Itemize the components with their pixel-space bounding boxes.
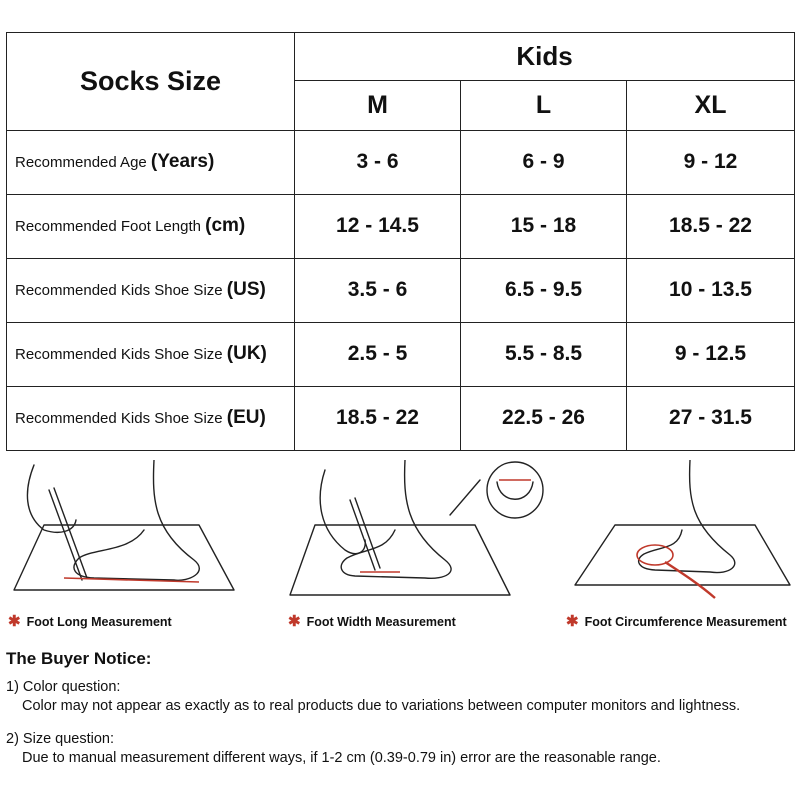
notice-text-color: Color may not appear as exactly as to real products due to variations between computer monitors and lightness. [22, 698, 741, 714]
kids-header: Kids [295, 33, 795, 81]
table-cell: 18.5 - 22 [627, 194, 795, 258]
measuring-mat [290, 525, 510, 595]
caption-text: Foot Width Measurement [306, 615, 456, 629]
star-icon: ✱ [566, 613, 579, 630]
caption-foot-circumference [566, 612, 787, 630]
row-label-text: Recommended Foot Length [15, 218, 206, 236]
row-label [7, 130, 295, 194]
table-cell: 2.5 - 5 [295, 322, 461, 386]
row-label-text: Recommended Age [15, 154, 151, 172]
table-row [7, 386, 795, 450]
measuring-tape [665, 562, 715, 598]
table-cell: 27 - 31.5 [627, 386, 795, 450]
table-cell: 6.5 - 9.5 [461, 258, 627, 322]
pencil [350, 500, 375, 570]
table-cell: 10 - 13.5 [627, 258, 795, 322]
row-label [7, 194, 295, 258]
star-icon: ✱ [288, 613, 301, 630]
notice-heading-color: 1) Color question: [6, 679, 121, 695]
table-row [7, 322, 795, 386]
table-row [7, 258, 795, 322]
table-row [7, 194, 795, 258]
notice-text-size: Due to manual measurement different ways, if 1-2 cm (0.39-0.79 in) error are the reasonable range. [22, 750, 661, 766]
caption-text: Foot Circumference Measurement [584, 615, 787, 629]
row-unit: (UK) [226, 343, 267, 365]
table-cell: 22.5 - 26 [461, 386, 627, 450]
table-cell: 9 - 12 [627, 130, 795, 194]
star-icon: ✱ [8, 613, 21, 630]
notice-heading-size: 2) Size question: [6, 731, 115, 747]
buyer-notice-title: The Buyer Notice: [6, 649, 152, 668]
size-chart-table [6, 32, 795, 451]
foot-width-illustration [285, 460, 555, 600]
caption-text: Foot Long Measurement [26, 615, 172, 629]
measuring-mat [575, 525, 790, 585]
row-label-text: Recommended Kids Shoe Size [15, 282, 227, 300]
size-header-l: L [461, 80, 627, 130]
foot-outline [74, 460, 199, 580]
row-unit: (US) [226, 279, 266, 301]
table-cell: 3 - 6 [295, 130, 461, 194]
row-label [7, 258, 295, 322]
caption-foot-width [288, 612, 456, 630]
hand-outline [320, 470, 365, 554]
width-arrow [450, 480, 480, 515]
row-label [7, 386, 295, 450]
pencil [49, 490, 82, 580]
table-cell: 9 - 12.5 [627, 322, 795, 386]
table-row [7, 130, 795, 194]
toe-detail-circle [487, 462, 543, 518]
row-unit: (EU) [226, 407, 266, 429]
row-label [7, 322, 295, 386]
table-cell: 15 - 18 [461, 194, 627, 258]
caption-foot-long [8, 612, 172, 630]
foot-outline [341, 460, 451, 578]
size-header-m: M [295, 80, 461, 130]
row-label-text: Recommended Kids Shoe Size [15, 346, 227, 364]
foot-length-illustration [4, 460, 244, 600]
size-header-xl: XL [627, 80, 795, 130]
socks-size-header: Socks Size [7, 33, 295, 131]
foot-circumference-illustration [560, 460, 796, 600]
row-unit: (Years) [150, 151, 215, 173]
table-cell: 18.5 - 22 [295, 386, 461, 450]
table-cell: 12 - 14.5 [295, 194, 461, 258]
table-cell: 3.5 - 6 [295, 258, 461, 322]
row-label-text: Recommended Kids Shoe Size [15, 410, 227, 428]
table-cell: 5.5 - 8.5 [461, 322, 627, 386]
table-cell: 6 - 9 [461, 130, 627, 194]
foot-outline [639, 460, 735, 573]
row-unit: (cm) [205, 215, 246, 237]
